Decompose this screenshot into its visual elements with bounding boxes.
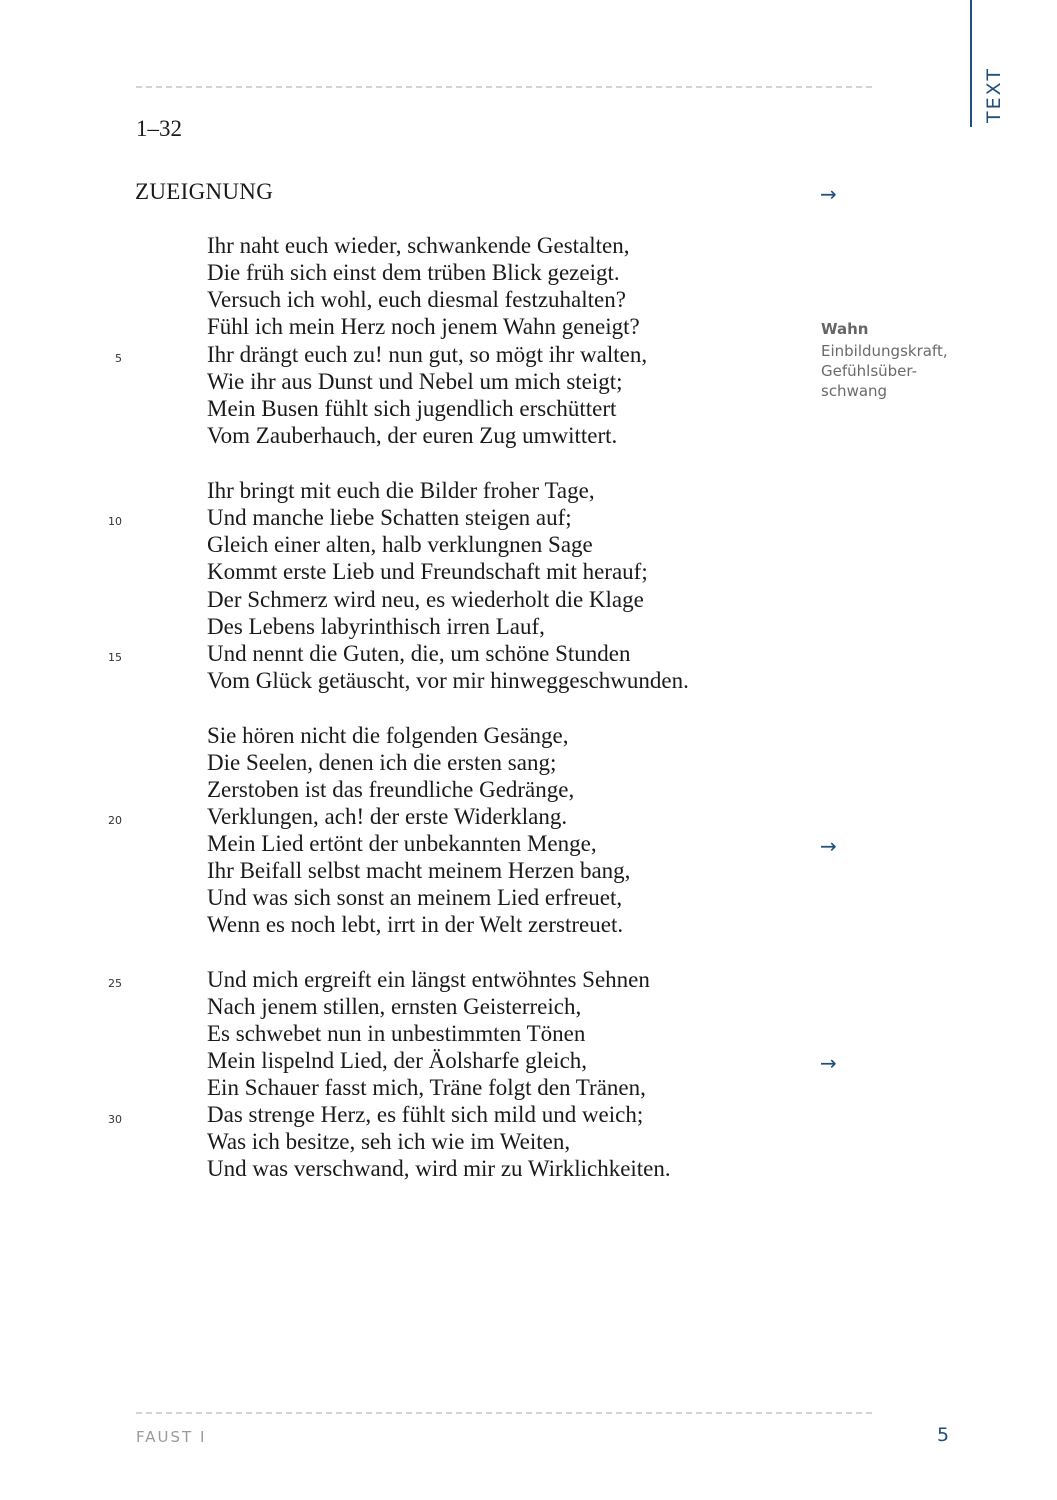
- footer-title: FAUST I: [136, 1428, 207, 1446]
- line-number: 20: [108, 814, 122, 827]
- verse-line: Verklungen, ach! der erste Widerklang.: [207, 804, 568, 829]
- gloss-term: Wahn: [821, 320, 869, 338]
- side-tab: [972, 62, 1016, 128]
- arrow-right-icon[interactable]: →: [820, 1051, 837, 1075]
- verse-line: Was ich besitze, seh ich wie im Weiten,: [207, 1129, 571, 1154]
- arrow-right-icon[interactable]: →: [820, 834, 837, 858]
- side-tab-label: TEXT: [983, 67, 1005, 123]
- top-dashed-rule: [136, 86, 872, 88]
- verse-line: Und mich ergreift ein längst entwöhntes Sehnen: [207, 967, 650, 992]
- verse-line: Mein Busen fühlt sich jugendlich erschüttert: [207, 396, 617, 421]
- verse-line: Ihr bringt mit euch die Bilder froher Tage,: [207, 478, 595, 503]
- verse-line: Der Schmerz wird neu, es wiederholt die Klage: [207, 587, 644, 612]
- verse-line: Und nennt die Guten, die, um schöne Stunden: [207, 641, 631, 666]
- verse-range: 1–32: [136, 116, 182, 141]
- gloss-definition-line: schwang: [821, 382, 888, 400]
- verse-line: Ihr Beifall selbst macht meinem Herzen bang,: [207, 858, 631, 883]
- verse-line: Es schwebet nun in unbestimmten Tönen: [207, 1021, 586, 1046]
- bottom-dashed-rule: [136, 1412, 872, 1414]
- line-number: 10: [108, 515, 122, 528]
- verse-line: Vom Glück getäuscht, vor mir hinweggeschwunden.: [207, 668, 689, 693]
- verse-line: Und was verschwand, wird mir zu Wirklichkeiten.: [207, 1156, 671, 1181]
- verse-line: Die Seelen, denen ich die ersten sang;: [207, 750, 557, 775]
- verse-line: Sie hören nicht die folgenden Gesänge,: [207, 723, 569, 748]
- verse-line: Ihr drängt euch zu! nun gut, so mögt ihr walten,: [207, 342, 648, 367]
- verse-line: Und manche liebe Schatten steigen auf;: [207, 505, 572, 530]
- verse-line: Ein Schauer fasst mich, Träne folgt den Tränen,: [207, 1075, 646, 1100]
- line-number: 15: [108, 651, 122, 664]
- line-number: 25: [108, 977, 122, 990]
- verse-line: Wenn es noch lebt, irrt in der Welt zerstreuet.: [207, 912, 624, 937]
- section-title: ZUEIGNUNG: [135, 179, 274, 204]
- verse-line: Die früh sich einst dem trüben Blick gezeigt.: [207, 260, 620, 285]
- verse-line: Mein lispelnd Lied, der Äolsharfe gleich,: [207, 1048, 588, 1073]
- verse-line: Mein Lied ertönt der unbekannten Menge,: [207, 831, 597, 856]
- verse-line: Kommt erste Lieb und Freundschaft mit herauf;: [207, 559, 648, 584]
- verse-line: Vom Zauberhauch, der euren Zug umwittert.: [207, 423, 618, 448]
- verse-line: Und was sich sonst an meinem Lied erfreuet,: [207, 885, 623, 910]
- verse-line: Zerstoben ist das freundliche Gedränge,: [207, 777, 575, 802]
- verse-line: Wie ihr aus Dunst und Nebel um mich steigt;: [207, 369, 623, 394]
- line-number: 5: [115, 352, 122, 365]
- verse-line: Gleich einer alten, halb verklungnen Sage: [207, 532, 593, 557]
- verse-line: Nach jenem stillen, ernsten Geisterreich,: [207, 994, 582, 1019]
- line-number: 30: [108, 1113, 122, 1126]
- verse-line: Versuch ich wohl, euch diesmal festzuhalten?: [207, 287, 626, 312]
- gloss-definition-line: Gefühlsüber-: [821, 362, 918, 380]
- page-number: 5: [937, 1424, 950, 1446]
- verse-line: Ihr naht euch wieder, schwankende Gestalten,: [207, 233, 630, 258]
- verse-line: Das strenge Herz, es fühlt sich mild und weich;: [207, 1102, 644, 1127]
- gloss-definition-line: Einbildungskraft,: [821, 342, 948, 360]
- verse-line: Des Lebens labyrinthisch irren Lauf,: [207, 614, 545, 639]
- verse-line: Fühl ich mein Herz noch jenem Wahn geneigt?: [207, 314, 640, 339]
- arrow-right-icon[interactable]: →: [820, 182, 837, 206]
